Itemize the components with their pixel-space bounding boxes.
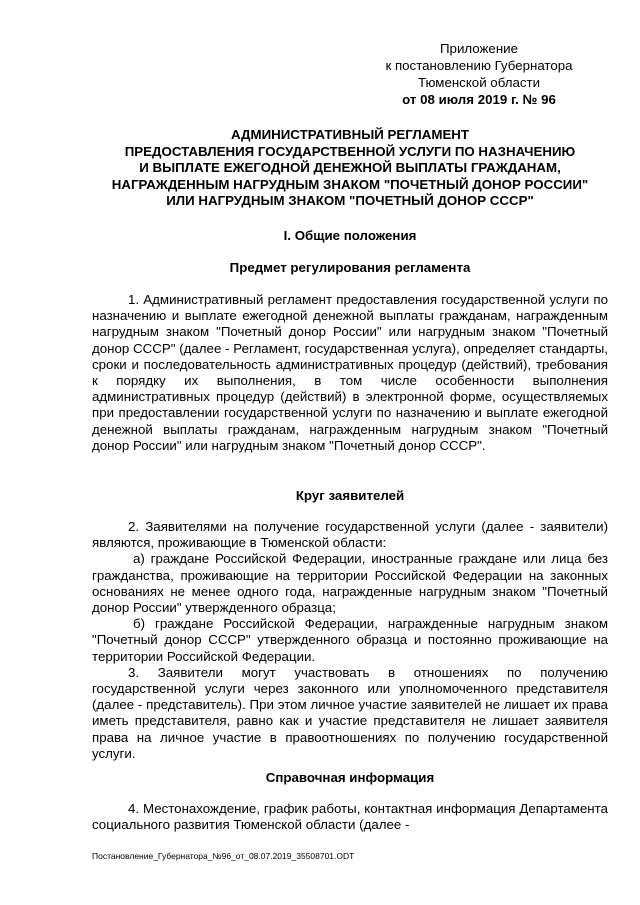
subheading-applicants: Круг заявителей xyxy=(295,488,405,503)
title-line: НАГРАЖДЕННЫМ НАГРУДНЫМ ЗНАКОМ "ПОЧЕТНЫЙ ДОНОР РОССИИ" xyxy=(111,176,589,192)
appendix-date-line: от 08 июля 2019 г. № 96 xyxy=(402,92,556,107)
title-line: ИЛИ НАГРУДНЫМ ЗНАКОМ "ПОЧЕТНЫЙ ДОНОР СССР" xyxy=(166,193,534,208)
paragraph-3: 3. Заявители могут участвовать в отношениях по получению государственной услуги через законного или уполномоченного представителя (далее - представитель). При этом личное участие заявителей не лишает их права иметь представителя, равно как и участие представителя не лишает заявителя права на личное участие в правоотношениях по получению государственной услуги. xyxy=(92,664,608,761)
footer-filename: Постановление_Губернатора_№96_от_08.07.2019_35508701.ODT xyxy=(92,851,355,861)
paragraph-4: 4. Местонахождение, график работы, контактная информация Департамента социального развития Тюменской области (далее - xyxy=(92,801,608,833)
paragraph-block-1 xyxy=(92,292,608,454)
title-line: ПРЕДОСТАВЛЕНИЯ ГОСУДАРСТВЕННОЙ УСЛУГИ ПО НАЗНАЧЕНИЮ xyxy=(124,143,576,159)
paragraph-2a: а) граждане Российской Федерации, иностранные граждане или лица без гражданства, проживающие на территории Российской Федерации на законных основаниях не менее одного года, награжденные нагрудным знаком "Почетный донор России" утвержденного образца; xyxy=(92,551,608,616)
document-title xyxy=(80,127,620,210)
paragraph-2: 2. Заявителями на получение государственной услуги (далее - заявители) являются, проживающие в Тюменской области: xyxy=(92,519,608,551)
appendix-block xyxy=(360,40,598,108)
subheading-regulation-subject: Предмет регулирования регламента xyxy=(229,260,471,275)
appendix-line: Приложение xyxy=(440,41,518,56)
paragraph-1: 1. Административный регламент предоставления государственной услуги по назначению и выплате ежегодной денежной выплаты гражданам, награжденным нагрудным знаком "Почетный донор России" или нагрудным знаком "Почетный донор СССР" (далее - Регламент, государственная услуга), определяет стандарты, сроки и последовательность административных процедур (действий), требования к порядку их выполнения, в том числе особенности выполнения административных процедур (действий) в электронной форме, осуществляемых при предоставлении государственной услуги по назначению и выплате ежегодной денежной выплаты гражданам, награжденным нагрудным знаком "Почетный донор России" или нагрудным знаком "Почетный донор СССР". xyxy=(92,292,608,453)
title-line: АДМИНИСТРАТИВНЫЙ РЕГЛАМЕНТ xyxy=(230,127,470,142)
appendix-line: Тюменской области xyxy=(417,75,541,90)
section-heading-general: I. Общие положения xyxy=(283,228,417,243)
appendix-line: к постановлению Губернатора xyxy=(385,58,573,73)
title-line: И ВЫПЛАТЕ ЕЖЕГОДНОЙ ДЕНЕЖНОЙ ВЫПЛАТЫ ГРАЖДАНАМ, xyxy=(139,160,561,175)
paragraph-block-2 xyxy=(92,519,608,762)
paragraph-block-3 xyxy=(92,801,608,833)
paragraph-2b: б) граждане Российской Федерации, награжденные нагрудным знаком "Почетный донор СССР" утвержденного образца и постоянно проживающие на территории Российской Федерации. xyxy=(92,616,608,664)
subheading-reference-info: Справочная информация xyxy=(265,770,435,785)
